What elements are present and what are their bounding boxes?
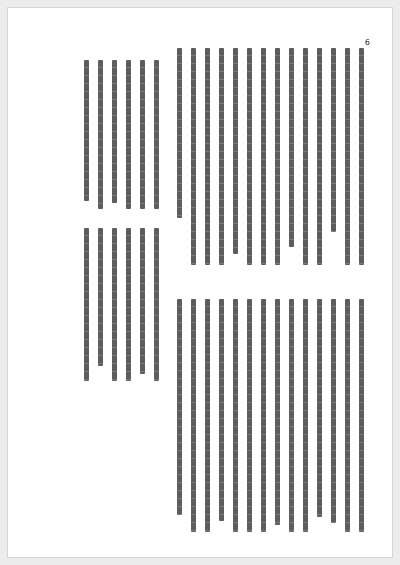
text-line	[126, 60, 131, 209]
text-line	[233, 48, 238, 254]
text-line	[205, 48, 210, 265]
text-line	[177, 299, 182, 515]
text-line	[289, 299, 294, 532]
text-line	[317, 299, 322, 517]
text-line	[359, 299, 364, 532]
text-line	[84, 228, 89, 381]
text-line	[154, 60, 159, 209]
document-page	[8, 8, 392, 557]
text-line	[261, 299, 266, 532]
text-line	[317, 48, 322, 265]
text-line	[247, 299, 252, 532]
text-line	[191, 299, 196, 532]
text-line	[303, 299, 308, 532]
text-line	[140, 60, 145, 209]
text-line	[261, 48, 266, 265]
text-line	[247, 48, 252, 265]
text-line	[219, 299, 224, 521]
text-line	[177, 48, 182, 218]
text-line	[275, 299, 280, 525]
text-line	[191, 48, 196, 265]
text-line	[112, 60, 117, 203]
text-line	[126, 228, 131, 381]
text-line	[205, 299, 210, 532]
text-line	[289, 48, 294, 247]
text-line	[275, 48, 280, 265]
text-line	[331, 299, 336, 523]
text-line	[98, 228, 103, 366]
text-line	[219, 48, 224, 265]
text-line	[154, 228, 159, 381]
text-line	[112, 228, 117, 381]
text-line	[303, 48, 308, 265]
text-line	[359, 48, 364, 265]
text-line	[84, 60, 89, 201]
text-line	[233, 299, 238, 532]
text-line	[345, 299, 350, 532]
text-line	[331, 48, 336, 232]
text-line	[98, 60, 103, 209]
page-number: 6	[364, 38, 370, 47]
text-line	[140, 228, 145, 374]
text-line	[345, 48, 350, 265]
